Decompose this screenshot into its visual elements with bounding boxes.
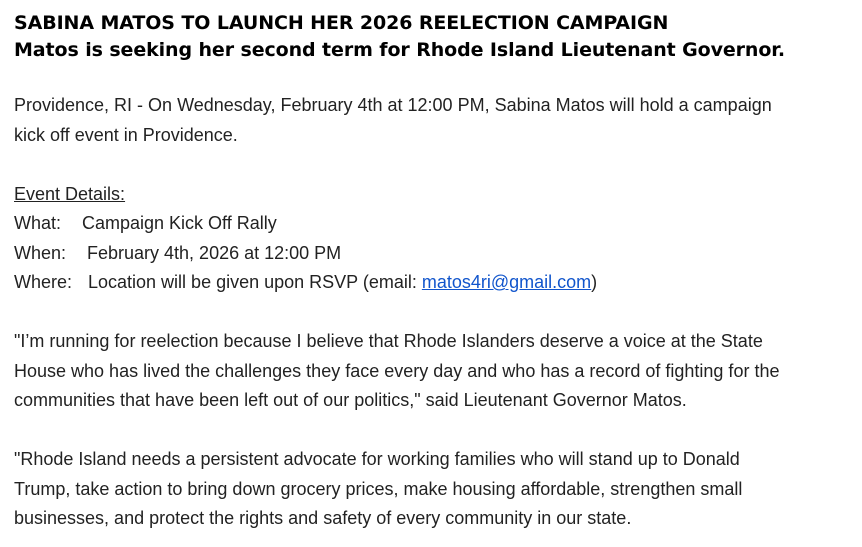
quote2-line-1: "Rhode Island needs a persistent advocate for working families who will stand up to Donald: [14, 449, 740, 469]
event-what-row: [14, 209, 858, 239]
quote1-line-1: "I’m running for reelection because I believe that Rhode Islanders deserve a voice at the State: [14, 331, 763, 351]
event-where-row: [14, 268, 858, 298]
quote2-line-2: Trump, take action to bring down grocery prices, make housing affordable, strengthen small: [14, 478, 743, 499]
headline-subtitle: Matos is seeking her second term for Rhode Island Lieutenant Governor.: [14, 39, 785, 61]
headline-title: SABINA MATOS TO LAUNCH HER 2026 REELECTION CAMPAIGN: [14, 12, 669, 34]
event-what-value: Campaign Kick Off Rally: [82, 213, 277, 233]
quote1-line-2: House who has lived the challenges they face every day and who has a record of fighting for the: [14, 360, 780, 381]
quote2-line-3: businesses, and protect the rights and safety of every community in our state.: [14, 508, 632, 528]
spacer: [14, 298, 858, 328]
quote1-line-3: communities that have been left out of our politics," said Lieutenant Governor Matos.: [14, 390, 687, 410]
event-where-close: ): [591, 272, 598, 292]
press-release: [14, 10, 858, 534]
spacer: [14, 64, 858, 91]
spacer: [14, 416, 858, 446]
event-when-label: When:: [14, 242, 67, 263]
event-where-value: Location will be given upon RSVP (email:: [88, 272, 422, 292]
rsvp-email-link[interactable]: matos4ri@gmail.com: [421, 272, 592, 292]
event-what-label: What:: [14, 213, 62, 233]
event-where-label: Where:: [14, 272, 73, 292]
intro-line-2: kick off event in Providence.: [14, 124, 238, 145]
intro-line-1: Providence, RI - On Wednesday, February 4th at 12:00 PM, Sabina Matos will hold a campaign: [14, 95, 772, 115]
event-when-value: February 4th, 2026 at 12:00 PM: [87, 242, 342, 263]
event-details-heading: Event Details:: [14, 183, 126, 204]
event-when-row: [14, 239, 858, 269]
spacer: [14, 150, 858, 180]
